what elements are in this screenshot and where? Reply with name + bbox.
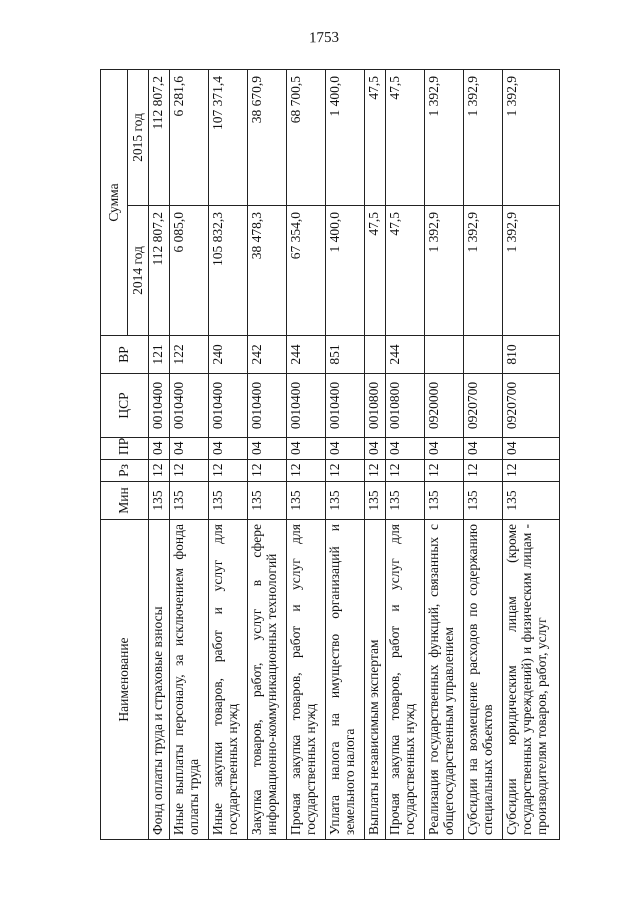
row-min: 135 <box>287 482 326 520</box>
row-vr <box>425 336 464 374</box>
row-sum-2014: 1 392,9 <box>503 206 560 336</box>
row-rz: 12 <box>425 460 464 482</box>
row-vr: 240 <box>209 336 248 374</box>
header-rz: Рз <box>101 460 149 482</box>
row-min: 135 <box>248 482 287 520</box>
header-csr: ЦСР <box>101 374 149 438</box>
row-sum-2015: 38 670,9 <box>248 69 287 205</box>
row-pr: 04 <box>503 438 560 460</box>
row-sum-2014: 47,5 <box>386 206 425 336</box>
row-name: Закупка товаров, работ, услуг в сфере информационно-коммуникационных технологий <box>248 520 287 840</box>
row-min: 135 <box>386 482 425 520</box>
row-rz: 12 <box>287 460 326 482</box>
row-sum-2014: 112 807,2 <box>149 206 170 336</box>
table-row <box>464 69 503 839</box>
row-csr: 0010400 <box>209 374 248 438</box>
row-sum-2014: 1 392,9 <box>464 206 503 336</box>
row-min: 135 <box>149 482 170 520</box>
header-sum: Сумма <box>101 69 128 335</box>
row-min: 135 <box>464 482 503 520</box>
table-row <box>503 69 560 839</box>
row-rz: 12 <box>464 460 503 482</box>
row-rz: 12 <box>503 460 560 482</box>
row-name: Реализация государственных функций, связанных с общегосударственным управлением <box>425 520 464 840</box>
row-name: Субсидии на возмещение расходов по содержанию специальных объектов <box>464 520 503 840</box>
table-row <box>287 69 326 839</box>
row-rz: 12 <box>326 460 365 482</box>
rotated-sheet <box>100 70 560 840</box>
row-min: 135 <box>425 482 464 520</box>
row-name: Уплата налога на имущество организаций и земельного налога <box>326 520 365 840</box>
row-csr: 0920700 <box>503 374 560 438</box>
row-name: Прочая закупка товаров, работ и услуг для государственных нужд <box>287 520 326 840</box>
row-vr: 810 <box>503 336 560 374</box>
row-sum-2014: 67 354,0 <box>287 206 326 336</box>
row-min: 135 <box>326 482 365 520</box>
row-rz: 12 <box>149 460 170 482</box>
row-csr: 0920000 <box>425 374 464 438</box>
row-csr: 0010400 <box>287 374 326 438</box>
row-sum-2014: 1 392,9 <box>425 206 464 336</box>
row-pr: 04 <box>170 438 209 460</box>
row-sum-2014: 38 478,3 <box>248 206 287 336</box>
header-row <box>101 69 128 839</box>
row-vr <box>365 336 386 374</box>
row-name: Прочая закупка товаров, работ и услуг для государственных нужд <box>386 520 425 840</box>
row-pr: 04 <box>149 438 170 460</box>
row-vr <box>464 336 503 374</box>
table-row <box>248 69 287 839</box>
row-min: 135 <box>365 482 386 520</box>
row-sum-2014: 105 832,3 <box>209 206 248 336</box>
row-name: Субсидии юридическим лицам (кроме государственных учреждений) и физическим лицам - производителям товаров, работ, услуг <box>503 520 560 840</box>
header-year-2015: 2015 год <box>128 69 149 205</box>
row-pr: 04 <box>248 438 287 460</box>
row-sum-2015: 1 392,9 <box>425 69 464 205</box>
header-pr: ПР <box>101 438 149 460</box>
row-sum-2014: 1 400,0 <box>326 206 365 336</box>
row-csr: 0010400 <box>248 374 287 438</box>
row-sum-2015: 6 281,6 <box>170 69 209 205</box>
row-pr: 04 <box>287 438 326 460</box>
row-pr: 04 <box>464 438 503 460</box>
row-vr: 122 <box>170 336 209 374</box>
table-row <box>425 69 464 839</box>
header-name: Наименование <box>101 520 149 840</box>
row-sum-2015: 107 371,4 <box>209 69 248 205</box>
header-min: Мин <box>101 482 149 520</box>
row-vr: 244 <box>386 336 425 374</box>
row-rz: 12 <box>248 460 287 482</box>
row-pr: 04 <box>209 438 248 460</box>
row-rz: 12 <box>170 460 209 482</box>
row-pr: 04 <box>425 438 464 460</box>
row-min: 135 <box>209 482 248 520</box>
row-vr: 242 <box>248 336 287 374</box>
row-name: Иные выплаты персоналу, за исключением фонда оплаты труда <box>170 520 209 840</box>
row-vr: 851 <box>326 336 365 374</box>
row-pr: 04 <box>386 438 425 460</box>
row-sum-2015: 68 700,5 <box>287 69 326 205</box>
row-rz: 12 <box>386 460 425 482</box>
row-pr: 04 <box>365 438 386 460</box>
row-sum-2015: 47,5 <box>365 69 386 205</box>
table-row <box>149 69 170 839</box>
table-row <box>326 69 365 839</box>
row-csr: 0010800 <box>386 374 425 438</box>
row-name: Фонд оплаты труда и страховые взносы <box>149 520 170 840</box>
row-rz: 12 <box>365 460 386 482</box>
row-csr: 0920700 <box>464 374 503 438</box>
row-sum-2014: 6 085,0 <box>170 206 209 336</box>
row-csr: 0010800 <box>365 374 386 438</box>
header-vr: ВР <box>101 336 149 374</box>
table-row <box>365 69 386 839</box>
row-sum-2015: 1 392,9 <box>503 69 560 205</box>
row-sum-2015: 47,5 <box>386 69 425 205</box>
row-min: 135 <box>170 482 209 520</box>
row-rz: 12 <box>209 460 248 482</box>
row-sum-2015: 1 392,9 <box>464 69 503 205</box>
row-vr: 121 <box>149 336 170 374</box>
table-row <box>170 69 209 839</box>
row-min: 135 <box>503 482 560 520</box>
row-name: Иные закупки товаров, работ и услуг для государственных нужд <box>209 520 248 840</box>
row-vr: 244 <box>287 336 326 374</box>
row-csr: 0010400 <box>326 374 365 438</box>
header-year-2014: 2014 год <box>128 206 149 336</box>
row-sum-2015: 1 400,0 <box>326 69 365 205</box>
table-row <box>386 69 425 839</box>
budget-table <box>100 69 560 840</box>
table-row <box>209 69 248 839</box>
row-csr: 0010400 <box>170 374 209 438</box>
row-csr: 0010400 <box>149 374 170 438</box>
budget-table-wrapper <box>100 70 560 840</box>
row-name: Выплаты независимым экспертам <box>365 520 386 840</box>
row-sum-2014: 47,5 <box>365 206 386 336</box>
page-number: 1753 <box>308 29 340 47</box>
row-sum-2015: 112 807,2 <box>149 69 170 205</box>
row-pr: 04 <box>326 438 365 460</box>
table-body <box>149 69 560 839</box>
